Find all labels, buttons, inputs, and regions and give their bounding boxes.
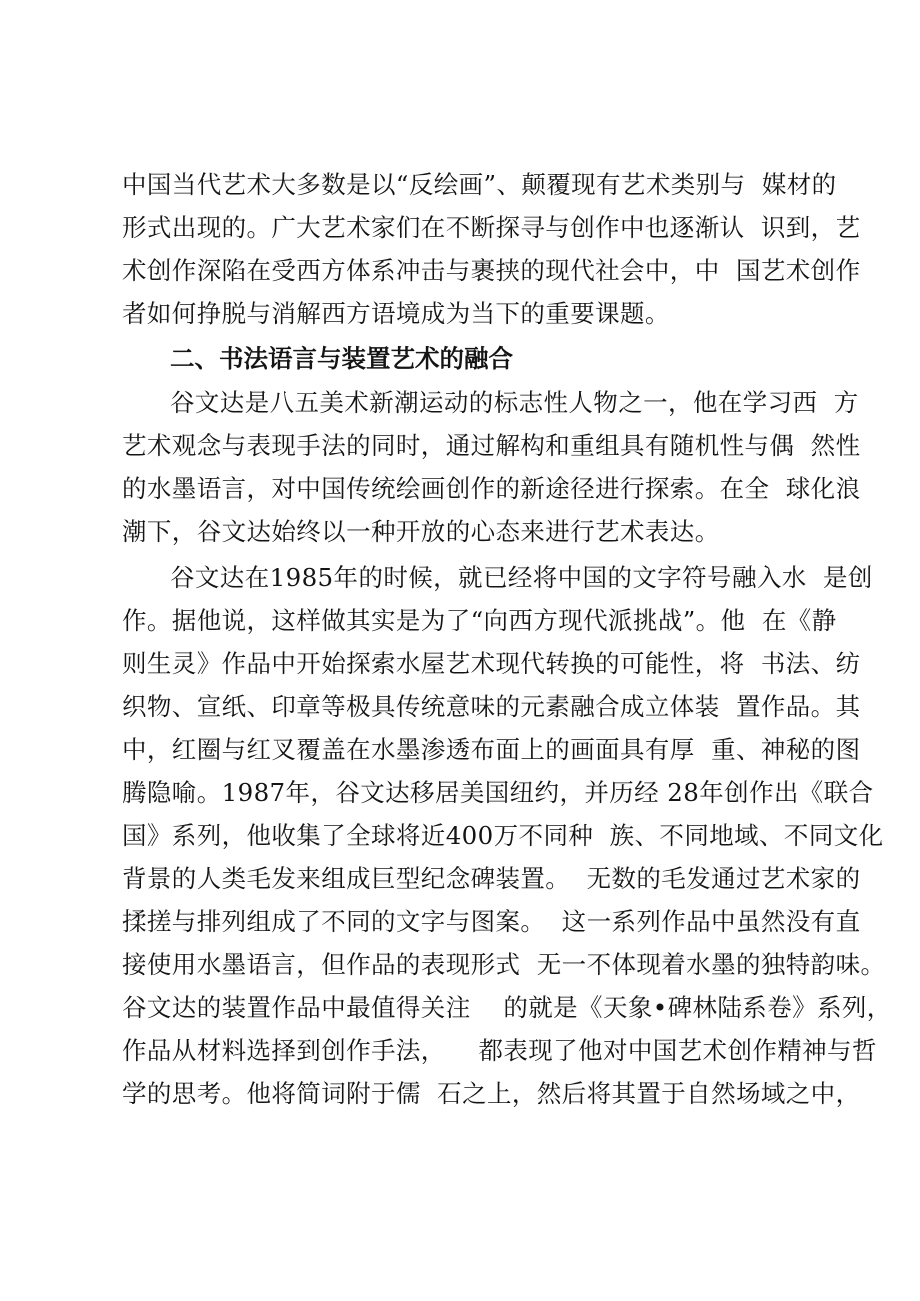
paragraph-line: 织物、宣纸、印章等极具传统意味的元素融合成立体装 置作品。其 bbox=[122, 692, 861, 721]
section-heading: 二、书法语言与装置艺术的融合 bbox=[170, 344, 513, 373]
paragraph-line: 中国当代艺术大多数是以“反绘画”、颠覆现有艺术类别与 媒材的 bbox=[122, 170, 837, 199]
paragraph-line: 者如何挣脱与消解西方语境成为当下的重要课题。 bbox=[122, 299, 670, 328]
paragraph-line: 的水墨语言，对中国传统绘画创作的新途径进行探索。在全 球化浪 bbox=[122, 474, 861, 503]
paragraph-line: 接使用水墨语言，但作品的表现形式 无一不体现着水墨的独特韵味。 bbox=[122, 950, 886, 979]
paragraph-line: 国》系列，他收集了全球将近400万不同种 族、不同地域、不同文化 bbox=[122, 821, 884, 850]
paragraph-line: 揉搓与排列组成了不同的文字与图案。 这一系列作品中虽然没有直 bbox=[122, 907, 861, 936]
paragraph-line: 则生灵》作品中开始探索水屋艺术现代转换的可能性，将 书法、纺 bbox=[122, 649, 861, 678]
paragraph-line: 谷文达是八五美术新潮运动的标志性人物之一，他在学习西 方 bbox=[170, 388, 859, 417]
paragraph-line: 术创作深陷在受西方体系冲击与裹挟的现代社会中，中 国艺术创作 bbox=[122, 256, 861, 285]
paragraph-line: 学的思考。他将简词附于儒 石之上，然后将其置于自然场域之中， bbox=[122, 1079, 861, 1108]
paragraph-line: 谷文达的装置作品中最值得关注 的就是《天象•碑林陆系卷》系列， bbox=[122, 993, 892, 1022]
paragraph-line: 谷文达在1985年的时候，就已经将中国的文字符号融入水 是创 bbox=[170, 563, 873, 592]
paragraph-line: 腾隐喻。1987年，谷文达移居美国纽约，并历经 28年创作出《联合 bbox=[122, 778, 874, 807]
paragraph-line: 艺术观念与表现手法的同时，通过解构和重组具有随机性与偶 然性 bbox=[122, 431, 861, 460]
paragraph-line: 中，红圈与红叉覆盖在水墨渗透布面上的画面具有厚 重、神秘的图 bbox=[122, 735, 861, 764]
paragraph-line: 作品从材料选择到创作手法， 都表现了他对中国艺术创作精神与哲 bbox=[122, 1036, 877, 1065]
paragraph-line: 作。据他说，这样做其实是为了“向西方现代派挑战”。他 在《静 bbox=[122, 606, 837, 635]
paragraph-line: 形式出现的。广大艺术家们在不断探寻与创作中也逐渐认 识到，艺 bbox=[122, 213, 861, 242]
paragraph-line: 潮下，谷文达始终以一种开放的心态来进行艺术表达。 bbox=[122, 517, 720, 546]
paragraph-line: 背景的人类毛发来组成巨型纪念碑装置。 无数的毛发通过艺术家的 bbox=[122, 864, 861, 893]
